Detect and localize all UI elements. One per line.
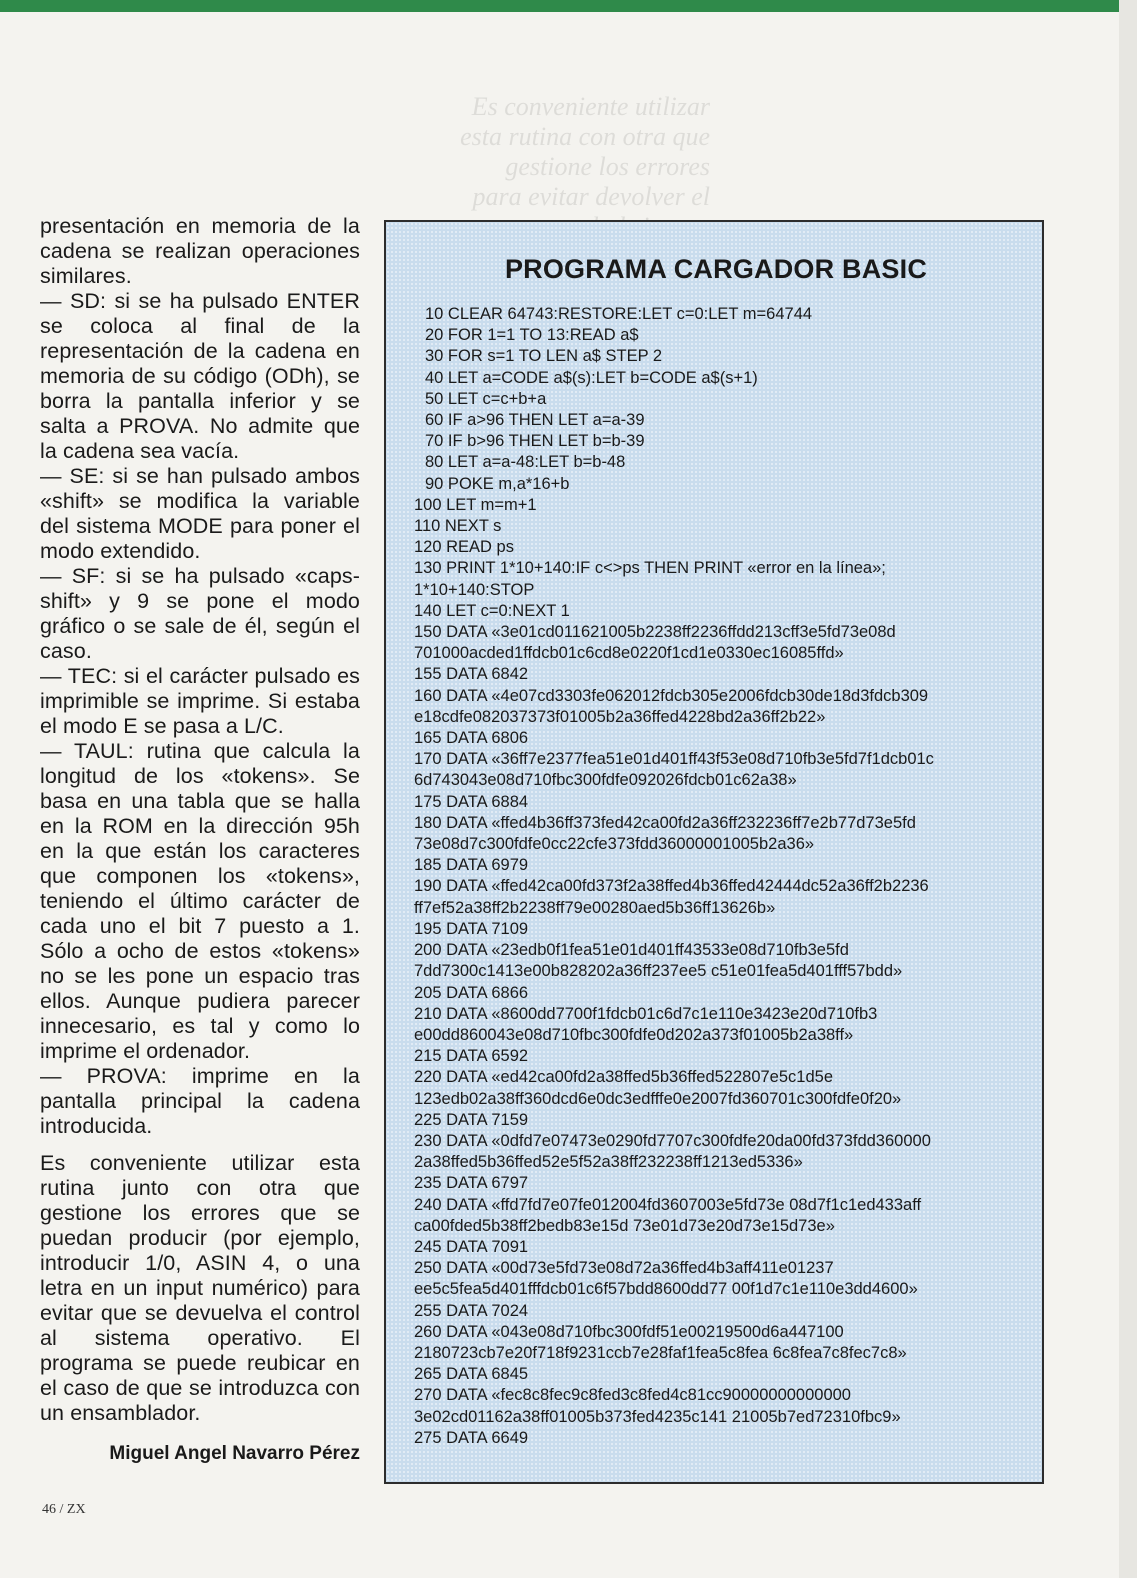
listing-line: ee5c5fea5d401fffdcb01c6f57bdd8600dd77 00f1d7c1e110e3dd4600» <box>414 1280 918 1299</box>
listing-line: 160 DATA «4e07cd3303fe062012fdcb305e2006fdcb30de18d3fdcb309 <box>414 686 929 705</box>
paragraph-tec: — TEC: si el carácter pulsado es imprimible se imprime. Si estaba el modo E se pasa a L/C. <box>40 664 360 738</box>
listing-line: e00dd860043e08d710fbc300fdfe0d202a373f01005b2a38ff» <box>414 1025 854 1044</box>
article-column <box>40 214 360 1466</box>
listing-line: 215 DATA 6592 <box>414 1047 529 1066</box>
show-through-line: Es conveniente utilizar <box>471 92 710 121</box>
listing-code <box>414 304 1036 1449</box>
listing-line: 50 LET c=c+b+a <box>425 389 547 408</box>
top-color-stripe <box>0 0 1137 12</box>
show-through-line: para evitar devolver el <box>472 182 710 211</box>
listing-line: 30 FOR s=1 TO LEN a$ STEP 2 <box>425 347 663 366</box>
listing-line: 265 DATA 6845 <box>414 1365 529 1384</box>
listing-line: 110 NEXT s <box>414 517 502 536</box>
paragraph-prova: — PROVA: imprime en la pantalla principal la cadena introducida. <box>40 1064 360 1138</box>
listing-line: 235 DATA 6797 <box>414 1174 529 1193</box>
page-edge <box>1119 0 1137 1578</box>
listing-line: 180 DATA «ffed4b36ff373fed42ca00fd2a36ff232236ff7e2b77d73e5fd <box>414 813 916 832</box>
listing-line: 175 DATA 6884 <box>414 792 529 811</box>
listing-line: 100 LET m=m+1 <box>414 495 537 514</box>
listing-line: e18cdfe082037373f01005b2a36ffed4228bd2a36ff2b22» <box>414 707 826 726</box>
listing-line: 155 DATA 6842 <box>414 665 529 684</box>
paragraph-intro: presentación en memoria de la cadena se realizan operaciones similares. <box>40 214 360 288</box>
listing-line: 260 DATA «043e08d710fbc300fdf51e00219500d6a447100 <box>414 1322 844 1341</box>
listing-line: 10 CLEAR 64743:RESTORE:LET c=0:LET m=64744 <box>425 305 813 323</box>
listing-title: PROGRAMA CARGADOR BASIC <box>504 254 928 284</box>
listing-line: 270 DATA «fec8c8fec9c8fed3c8fed4c81cc90000000000000 <box>414 1386 851 1405</box>
listing-line: 185 DATA 6979 <box>414 856 529 875</box>
program-listing-box <box>384 220 1044 1484</box>
listing-line: ff7ef52a38ff2b2238ff79e00280aed5b36ff13626b» <box>414 898 776 917</box>
listing-line: 165 DATA 6806 <box>414 729 529 748</box>
paragraph-sf: — SF: si se ha pulsado «caps-shift» y 9 se pone el modo gráfico o se sale de él, según el caso. <box>40 564 360 663</box>
listing-line: 90 POKE m,a*16+b <box>425 474 570 493</box>
listing-line: 60 IF a>96 THEN LET a=a-39 <box>425 411 645 430</box>
listing-line: 240 DATA «ffd7fd7e07fe012004fd3607003e5fd73e 08d7f1c1ed433aff <box>414 1195 922 1214</box>
listing-line: 245 DATA 7091 <box>414 1237 529 1256</box>
listing-line: 120 READ ps <box>414 538 514 557</box>
listing-line: 205 DATA 6866 <box>414 983 529 1002</box>
listing-line: 190 DATA «ffed42ca00fd373f2a38ffed4b36ffed42444dc52a36ff2b2236 <box>414 877 929 896</box>
listing-line: 2a38ffed5b36ffed52e5f52a38ff232238ff1213ed5336» <box>414 1153 803 1172</box>
listing-line: 70 IF b>96 THEN LET b=b-39 <box>425 432 645 451</box>
listing-line: 200 DATA «23edb0f1fea51e01d401ff43533e08d710fb3e5fd <box>414 941 849 960</box>
listing-line: 230 DATA «0dfd7e07473e0290fd7707c300fdfe20da00fd373fdd360000 <box>414 1131 931 1150</box>
listing-line: 250 DATA «00d73e5fd73e08d72a36ffed4b3aff411e01237 <box>414 1259 834 1278</box>
listing-line: 210 DATA «8600dd7700f1fdcb01c6d7c1e110e3423e20d710fb3 <box>414 1004 878 1023</box>
listing-line: 275 DATA 6649 <box>414 1428 529 1447</box>
paragraph-sd: — SD: si se ha pulsado ENTER se coloca al final de la representación de la cadena en memoria de su código (ODh), se borra la pantalla inferior y se salta a PROVA. No admite que la cadena sea vacía. <box>40 289 360 463</box>
listing-line: 123edb02a38ff360dcd6e0dc3edfffe0e2007fd360701c300fdfe0f20» <box>414 1089 902 1108</box>
listing-line: 6d743043e08d710fbc300fdfe092026fdcb01c62a38» <box>414 771 797 790</box>
listing-line: 40 LET a=CODE a$(s):LET b=CODE a$(s+1) <box>425 368 758 387</box>
listing-line: 7dd7300c1413e00b828202a36ff237ee5 c51e01fea5d401fff57bdd» <box>414 962 903 981</box>
listing-line: ca00fded5b38ff2bedb83e15d 73e01d73e20d73e15d73e» <box>414 1216 835 1235</box>
listing-line: 150 DATA «3e01cd011621005b2238ff2236ffdd213cff3e5fd73e08d <box>414 623 896 642</box>
listing-line: 20 FOR 1=1 TO 13:READ a$ <box>425 326 639 345</box>
paragraph-se: — SE: si se han pulsado ambos «shift» se modifica la variable del sistema MODE para poner el modo extendido. <box>40 464 360 563</box>
listing-line: 195 DATA 7109 <box>414 919 529 938</box>
listing-line: 220 DATA «ed42ca00fd2a38ffed5b36ffed522807e5c1d5e <box>414 1068 833 1087</box>
page-folio: 46 / ZX <box>42 1502 86 1517</box>
listing-line: 1*10+140:STOP <box>414 580 535 599</box>
listing-line: 3e02cd01162a38ff01005b373fed4235c141 21005b7ed72310fbc9» <box>414 1407 901 1426</box>
listing-line: 2180723cb7e20f718f9231ccb7e28faf1fea5c8fea 6c8fea7c8fec7c8» <box>414 1343 907 1362</box>
paragraph-taul: — TAUL: rutina que calcula la longitud de los «tokens». Se basa en una tabla que se halla en la ROM en la dirección 95h en la que están los caracteres que componen los «tokens», teniendo el último carácter de cada uno el bit 7 puesto a 1. Sólo a ocho de estos «tokens» no se les pone un espacio tras ellos. Aunque pudiera parecer innecesario, es tal y como lo imprime el ordenador. <box>40 739 360 1063</box>
listing-line: 255 DATA 7024 <box>414 1301 529 1320</box>
author-name: Miguel Angel Navarro Pérez <box>109 1443 360 1464</box>
listing-line: 73e08d7c300fdfe0cc22cfe373fdd36000001005b2a36» <box>414 835 815 854</box>
paragraph-conclusion: Es conveniente utilizar esta rutina junto con otra que gestione los errores que se puedan producir (por ejemplo, introducir 1/0, ASIN 4, o una letra en un input numérico) para evitar que se devuelva el control al sistema operativo. El programa se puede reubicar en el caso de que se introduzca con un ensamblador. <box>40 1151 360 1425</box>
show-through-line: esta rutina con otra que <box>460 122 710 151</box>
listing-line: 130 PRINT 1*10+140:IF c<>ps THEN PRINT «error en la línea»; <box>414 559 886 578</box>
listing-line: 225 DATA 7159 <box>414 1110 529 1129</box>
listing-line: 80 LET a=a-48:LET b=b-48 <box>425 453 626 472</box>
listing-line: 140 LET c=0:NEXT 1 <box>414 601 570 620</box>
listing-line: 701000acded1ffdcb01c6cd8e0220f1cd1e0330ec16085ffd» <box>414 644 844 663</box>
show-through-line: gestione los errores <box>505 152 710 181</box>
listing-line: 170 DATA «36ff7e2377fea51e01d401ff43f53e08d710fb3e5fd7f1dcb01c <box>414 750 934 769</box>
